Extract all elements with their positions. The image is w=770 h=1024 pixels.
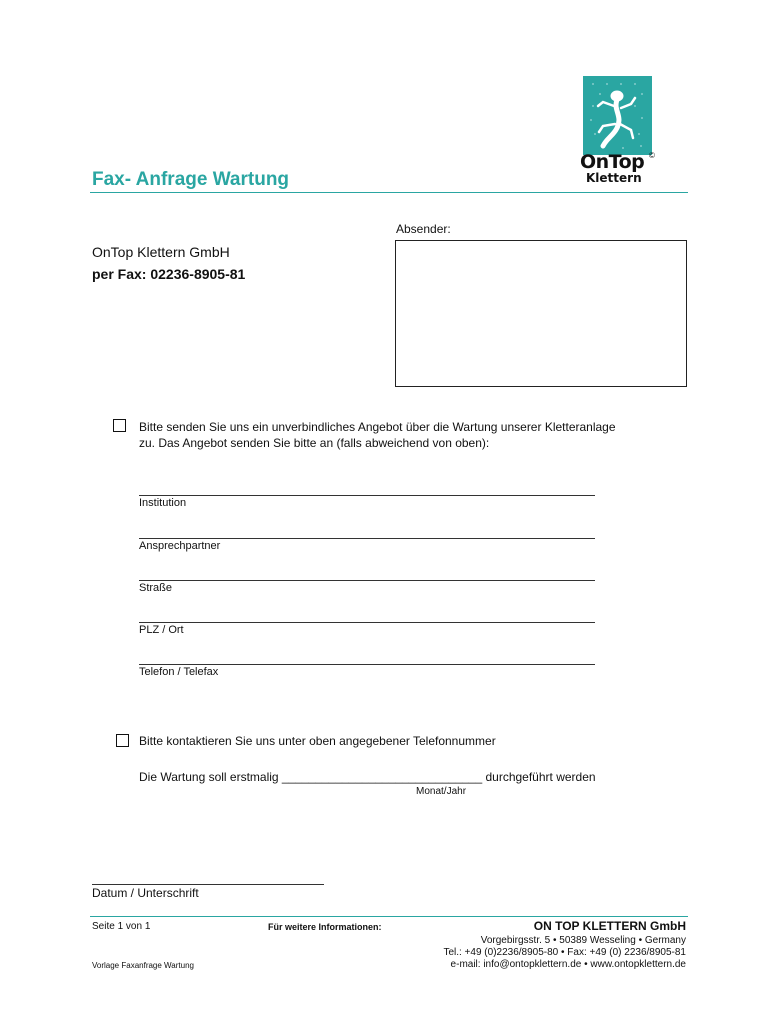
- gecko-icon: [583, 76, 652, 155]
- street-label: Straße: [139, 582, 173, 594]
- footer-divider: [90, 916, 688, 917]
- maintenance-date-field[interactable]: Die Wartung soll erstmalig ______________________________ durchgeführt werden: [139, 770, 596, 784]
- phone-fax-label: Telefon / Telefax: [139, 666, 219, 678]
- company-logo: [583, 76, 652, 155]
- contact-person-label: Ansprechpartner: [139, 540, 221, 552]
- page-number: Seite 1 von 1: [92, 921, 151, 932]
- page-title: Fax- Anfrage Wartung: [92, 169, 290, 190]
- logo-wordmark: OnTop: [580, 151, 645, 173]
- contact-text: Bitte kontaktieren Sie uns unter oben angegebener Telefonnummer: [139, 734, 496, 748]
- recipient-fax: per Fax: 02236-8905-81: [92, 266, 246, 282]
- template-name: Vorlage Faxanfrage Wartung: [92, 961, 194, 970]
- sender-label: Absender:: [396, 222, 451, 236]
- phone-fax-field[interactable]: [139, 664, 595, 665]
- header-divider: [90, 192, 688, 193]
- institution-field[interactable]: [139, 495, 595, 496]
- street-field[interactable]: [139, 580, 595, 581]
- offer-text-line2: zu. Das Angebot senden Sie bitte an (falls abweichend von oben):: [139, 436, 490, 450]
- maintenance-date-sublabel: Monat/Jahr: [416, 786, 467, 797]
- sender-box[interactable]: [395, 240, 687, 387]
- signature-label: Datum / Unterschrift: [92, 886, 199, 900]
- contact-checkbox[interactable]: [116, 734, 129, 747]
- zip-city-label: PLZ / Ort: [139, 624, 184, 636]
- signature-field[interactable]: [92, 884, 324, 885]
- info-label: Für weitere Informationen:: [268, 922, 382, 932]
- recipient-name: OnTop Klettern GmbH: [92, 244, 230, 260]
- footer-address: Vorgebirgsstr. 5 • 50389 Wesseling • Germany: [480, 935, 686, 946]
- zip-city-field[interactable]: [139, 622, 595, 623]
- footer-email: e-mail: info@ontopklettern.de • www.ontopklettern.de: [450, 959, 686, 970]
- contact-person-field[interactable]: [139, 538, 595, 539]
- offer-checkbox[interactable]: [113, 419, 126, 432]
- footer-phone: Tel.: +49 (0)2236/8905-80 • Fax: +49 (0) 2236/8905-81: [443, 947, 686, 958]
- institution-label: Institution: [139, 497, 187, 509]
- copyright-mark: ©: [649, 151, 655, 160]
- offer-text-line1: Bitte senden Sie uns ein unverbindliches Angebot über die Wartung unserer Kletteranlage: [139, 420, 616, 434]
- footer-company: ON TOP KLETTERN GmbH: [533, 919, 686, 933]
- offer-text: [139, 419, 679, 451]
- logo-subword: Klettern: [586, 171, 642, 185]
